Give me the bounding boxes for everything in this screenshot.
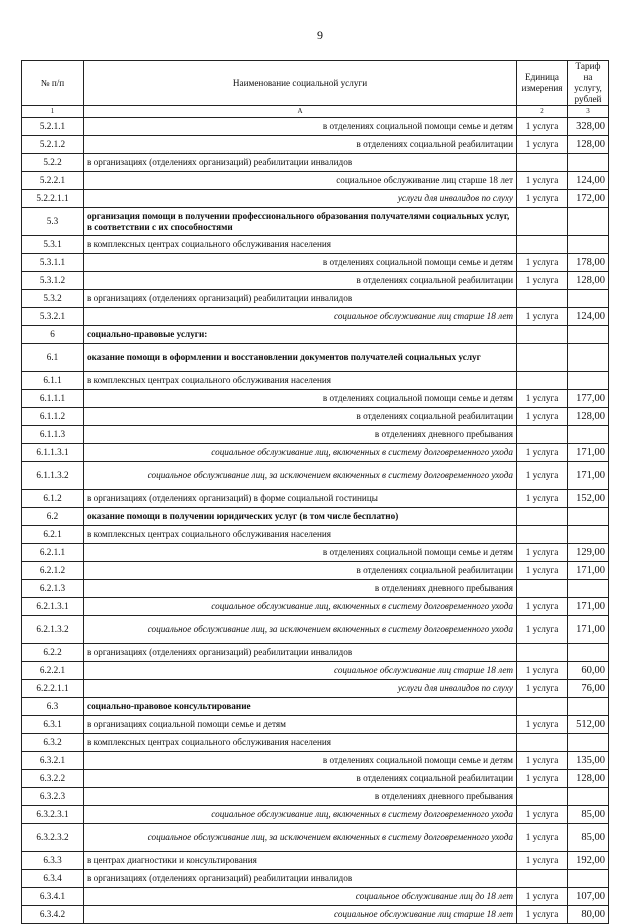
row-service-name: в комплексных центрах социального обслуживания населения bbox=[84, 236, 517, 254]
row-tariff: 171,00 bbox=[568, 562, 609, 580]
row-unit bbox=[517, 870, 568, 888]
row-number: 6.3.4 bbox=[22, 870, 84, 888]
row-service-name: в комплексных центрах социального обслуживания населения bbox=[84, 526, 517, 544]
table-row bbox=[22, 190, 609, 208]
row-tariff: 328,00 bbox=[568, 118, 609, 136]
header-unit: Единица измерения bbox=[517, 61, 568, 106]
row-number: 6.1.1.1 bbox=[22, 390, 84, 408]
row-unit: 1 услуга bbox=[517, 544, 568, 562]
row-number: 6.2.2.1 bbox=[22, 662, 84, 680]
row-service-name: социальное обслуживание лиц, за исключением включенных в систему долговременного ухода bbox=[84, 616, 517, 644]
row-service-name: в отделениях социальной реабилитации bbox=[84, 408, 517, 426]
row-unit bbox=[517, 526, 568, 544]
row-unit: 1 услуга bbox=[517, 408, 568, 426]
row-tariff bbox=[568, 698, 609, 716]
row-number: 5.2.1.2 bbox=[22, 136, 84, 154]
row-number: 6.1.1.3.1 bbox=[22, 444, 84, 462]
row-unit: 1 услуга bbox=[517, 118, 568, 136]
row-tariff: 80,00 bbox=[568, 906, 609, 924]
table-row bbox=[22, 444, 609, 462]
row-service-name: в отделениях социальной реабилитации bbox=[84, 136, 517, 154]
table-row bbox=[22, 598, 609, 616]
table-row bbox=[22, 526, 609, 544]
row-tariff bbox=[568, 236, 609, 254]
row-service-name: в центрах диагностики и консультирования bbox=[84, 852, 517, 870]
row-number: 6.3.4.1 bbox=[22, 888, 84, 906]
row-tariff: 107,00 bbox=[568, 888, 609, 906]
row-number: 6.2.1.1 bbox=[22, 544, 84, 562]
row-unit bbox=[517, 508, 568, 526]
table-row bbox=[22, 806, 609, 824]
header-service-name: Наименование социальной услуги bbox=[84, 61, 517, 106]
row-tariff: 60,00 bbox=[568, 662, 609, 680]
row-unit bbox=[517, 236, 568, 254]
row-service-name: в отделениях социальной помощи семье и детям bbox=[84, 752, 517, 770]
table-row bbox=[22, 644, 609, 662]
row-number: 6.2.1.2 bbox=[22, 562, 84, 580]
row-service-name: услуги для инвалидов по слуху bbox=[84, 190, 517, 208]
row-number: 6.2.1.3.1 bbox=[22, 598, 84, 616]
row-unit: 1 услуга bbox=[517, 824, 568, 852]
tariff-table bbox=[21, 60, 609, 924]
row-number: 5.2.1.1 bbox=[22, 118, 84, 136]
row-number: 6.3.2.3 bbox=[22, 788, 84, 806]
row-unit: 1 услуга bbox=[517, 190, 568, 208]
row-service-name: социальное обслуживание лиц старше 18 лет bbox=[84, 662, 517, 680]
row-service-name: в комплексных центрах социального обслуживания населения bbox=[84, 372, 517, 390]
row-unit bbox=[517, 426, 568, 444]
row-number: 6.1.1.3 bbox=[22, 426, 84, 444]
row-unit: 1 услуга bbox=[517, 616, 568, 644]
row-service-name: в организациях (отделениях организаций) реабилитации инвалидов bbox=[84, 644, 517, 662]
row-tariff: 152,00 bbox=[568, 490, 609, 508]
row-unit bbox=[517, 698, 568, 716]
row-service-name: социальное обслуживание лиц до 18 лет bbox=[84, 888, 517, 906]
row-tariff bbox=[568, 734, 609, 752]
row-number: 6.3.2.2 bbox=[22, 770, 84, 788]
row-service-name: в отделениях социальной реабилитации bbox=[84, 272, 517, 290]
table-row bbox=[22, 390, 609, 408]
row-tariff bbox=[568, 788, 609, 806]
row-service-name: в организациях социальной помощи семье и детям bbox=[84, 716, 517, 734]
row-number: 5.2.2.1 bbox=[22, 172, 84, 190]
row-unit: 1 услуга bbox=[517, 444, 568, 462]
table-row bbox=[22, 408, 609, 426]
row-unit bbox=[517, 644, 568, 662]
row-service-name: в организациях (отделениях организаций) реабилитации инвалидов bbox=[84, 870, 517, 888]
row-unit bbox=[517, 580, 568, 598]
row-unit: 1 услуга bbox=[517, 462, 568, 490]
table-row bbox=[22, 118, 609, 136]
row-service-name: в организациях (отделениях организаций) реабилитации инвалидов bbox=[84, 154, 517, 172]
row-number: 6.2.1.3 bbox=[22, 580, 84, 598]
row-unit: 1 услуга bbox=[517, 390, 568, 408]
table-row bbox=[22, 870, 609, 888]
row-number: 5.3 bbox=[22, 208, 84, 236]
row-unit: 1 услуга bbox=[517, 906, 568, 924]
table-row bbox=[22, 888, 609, 906]
row-service-name: социальное обслуживание лиц, включенных в систему долговременного ухода bbox=[84, 444, 517, 462]
table-row bbox=[22, 616, 609, 644]
table-row bbox=[22, 236, 609, 254]
row-tariff bbox=[568, 290, 609, 308]
table-row bbox=[22, 734, 609, 752]
table-row bbox=[22, 290, 609, 308]
row-tariff: 177,00 bbox=[568, 390, 609, 408]
row-unit: 1 услуга bbox=[517, 136, 568, 154]
column-index: 3 bbox=[568, 106, 609, 118]
row-tariff: 172,00 bbox=[568, 190, 609, 208]
row-tariff: 135,00 bbox=[568, 752, 609, 770]
row-number: 6.3.3 bbox=[22, 852, 84, 870]
row-service-name: социальное обслуживание лиц, за исключением включенных в систему долговременного ухода bbox=[84, 824, 517, 852]
table-row bbox=[22, 344, 609, 372]
table-row bbox=[22, 680, 609, 698]
column-index: А bbox=[84, 106, 517, 118]
page-number: 9 bbox=[317, 28, 323, 42]
table-row bbox=[22, 426, 609, 444]
table-row bbox=[22, 208, 609, 236]
row-number: 5.3.1 bbox=[22, 236, 84, 254]
row-tariff bbox=[568, 580, 609, 598]
row-unit: 1 услуга bbox=[517, 852, 568, 870]
row-unit: 1 услуга bbox=[517, 752, 568, 770]
table-row bbox=[22, 716, 609, 734]
row-tariff: 178,00 bbox=[568, 254, 609, 272]
row-service-name: в отделениях социальной помощи семье и детям bbox=[84, 544, 517, 562]
row-number: 6.2 bbox=[22, 508, 84, 526]
table-row bbox=[22, 372, 609, 390]
column-index-row bbox=[22, 106, 609, 118]
row-number: 6.1.2 bbox=[22, 490, 84, 508]
row-tariff: 171,00 bbox=[568, 616, 609, 644]
row-unit: 1 услуга bbox=[517, 490, 568, 508]
row-unit: 1 услуга bbox=[517, 680, 568, 698]
row-number: 5.2.2.1.1 bbox=[22, 190, 84, 208]
row-tariff bbox=[568, 372, 609, 390]
row-unit bbox=[517, 788, 568, 806]
row-tariff: 128,00 bbox=[568, 408, 609, 426]
header-number: № п/п bbox=[22, 61, 84, 106]
row-service-name: в отделениях социальной помощи семье и детям bbox=[84, 390, 517, 408]
row-service-name: в отделениях социальной помощи семье и детям bbox=[84, 254, 517, 272]
row-service-name: в отделениях дневного пребывания bbox=[84, 788, 517, 806]
table-row bbox=[22, 172, 609, 190]
table-row bbox=[22, 906, 609, 924]
column-index: 2 bbox=[517, 106, 568, 118]
table-row bbox=[22, 788, 609, 806]
row-number: 6.3.4.2 bbox=[22, 906, 84, 924]
header-tariff: Тариф на услугу, рублей bbox=[568, 61, 609, 106]
row-unit: 1 услуга bbox=[517, 888, 568, 906]
row-service-name: услуги для инвалидов по слуху bbox=[84, 680, 517, 698]
row-tariff bbox=[568, 344, 609, 372]
row-service-name: в организациях (отделениях организаций) реабилитации инвалидов bbox=[84, 290, 517, 308]
row-number: 6.3.2.3.2 bbox=[22, 824, 84, 852]
table-body bbox=[22, 118, 609, 924]
row-service-name: в отделениях социальной реабилитации bbox=[84, 770, 517, 788]
row-tariff: 128,00 bbox=[568, 136, 609, 154]
row-number: 5.2.2 bbox=[22, 154, 84, 172]
row-service-name: в отделениях дневного пребывания bbox=[84, 426, 517, 444]
row-service-name: социально-правовые услуги: bbox=[84, 326, 517, 344]
table-row bbox=[22, 544, 609, 562]
row-tariff bbox=[568, 526, 609, 544]
row-number: 6.2.2.1.1 bbox=[22, 680, 84, 698]
row-tariff: 76,00 bbox=[568, 680, 609, 698]
table-row bbox=[22, 154, 609, 172]
table-row bbox=[22, 662, 609, 680]
table-row bbox=[22, 490, 609, 508]
table-row bbox=[22, 508, 609, 526]
row-service-name: в отделениях социальной помощи семье и детям bbox=[84, 118, 517, 136]
table-row bbox=[22, 562, 609, 580]
row-unit bbox=[517, 344, 568, 372]
row-service-name: оказание помощи в оформлении и восстановлении документов получателей социальных услуг bbox=[84, 344, 517, 372]
table-row bbox=[22, 698, 609, 716]
row-service-name: организация помощи в получении профессионального образования получателями социальных услуг, в соответствии с их способностями bbox=[84, 208, 517, 236]
row-number: 5.3.1.2 bbox=[22, 272, 84, 290]
row-tariff: 171,00 bbox=[568, 444, 609, 462]
row-number: 6.3.2 bbox=[22, 734, 84, 752]
table-header-row bbox=[22, 61, 609, 106]
table-row bbox=[22, 824, 609, 852]
row-service-name: в комплексных центрах социального обслуживания населения bbox=[84, 734, 517, 752]
row-tariff: 85,00 bbox=[568, 806, 609, 824]
row-unit: 1 услуга bbox=[517, 598, 568, 616]
table-row bbox=[22, 136, 609, 154]
row-unit: 1 услуга bbox=[517, 308, 568, 326]
table-row bbox=[22, 272, 609, 290]
row-tariff: 171,00 bbox=[568, 462, 609, 490]
row-unit: 1 услуга bbox=[517, 662, 568, 680]
row-number: 6.1 bbox=[22, 344, 84, 372]
row-service-name: социальное обслуживание лиц старше 18 лет bbox=[84, 906, 517, 924]
row-service-name: в отделениях дневного пребывания bbox=[84, 580, 517, 598]
row-service-name: в организациях (отделениях организаций) в форме социальной гостиницы bbox=[84, 490, 517, 508]
row-unit: 1 услуга bbox=[517, 254, 568, 272]
row-unit bbox=[517, 326, 568, 344]
row-number: 6.3.2.3.1 bbox=[22, 806, 84, 824]
table-row bbox=[22, 752, 609, 770]
row-tariff: 85,00 bbox=[568, 824, 609, 852]
row-tariff bbox=[568, 154, 609, 172]
row-number: 6 bbox=[22, 326, 84, 344]
row-unit: 1 услуга bbox=[517, 172, 568, 190]
row-tariff bbox=[568, 208, 609, 236]
table-row bbox=[22, 308, 609, 326]
row-tariff bbox=[568, 508, 609, 526]
table-row bbox=[22, 580, 609, 598]
row-service-name: социальное обслуживание лиц старше 18 лет bbox=[84, 172, 517, 190]
row-number: 6.2.1.3.2 bbox=[22, 616, 84, 644]
row-unit: 1 услуга bbox=[517, 806, 568, 824]
row-tariff bbox=[568, 870, 609, 888]
row-unit: 1 услуга bbox=[517, 562, 568, 580]
table-row bbox=[22, 770, 609, 788]
row-tariff: 171,00 bbox=[568, 598, 609, 616]
row-number: 6.3.2.1 bbox=[22, 752, 84, 770]
row-tariff bbox=[568, 644, 609, 662]
row-number: 6.1.1.3.2 bbox=[22, 462, 84, 490]
row-number: 6.3.1 bbox=[22, 716, 84, 734]
row-unit: 1 услуга bbox=[517, 272, 568, 290]
row-unit bbox=[517, 154, 568, 172]
column-index: 1 bbox=[22, 106, 84, 118]
row-tariff bbox=[568, 426, 609, 444]
row-service-name: в отделениях социальной реабилитации bbox=[84, 562, 517, 580]
row-unit bbox=[517, 208, 568, 236]
row-number: 5.3.1.1 bbox=[22, 254, 84, 272]
row-unit: 1 услуга bbox=[517, 716, 568, 734]
row-number: 5.3.2 bbox=[22, 290, 84, 308]
row-number: 6.1.1 bbox=[22, 372, 84, 390]
row-tariff: 512,00 bbox=[568, 716, 609, 734]
row-tariff bbox=[568, 326, 609, 344]
row-number: 6.1.1.2 bbox=[22, 408, 84, 426]
row-number: 6.3 bbox=[22, 698, 84, 716]
row-service-name: социальное обслуживание лиц, включенных в систему долговременного ухода bbox=[84, 598, 517, 616]
row-service-name: социальное обслуживание лиц старше 18 лет bbox=[84, 308, 517, 326]
row-service-name: оказание помощи в получении юридических услуг (в том числе бесплатно) bbox=[84, 508, 517, 526]
row-tariff: 129,00 bbox=[568, 544, 609, 562]
table-row bbox=[22, 254, 609, 272]
row-service-name: социально-правовое консультирование bbox=[84, 698, 517, 716]
row-number: 6.2.1 bbox=[22, 526, 84, 544]
row-service-name: социальное обслуживание лиц, включенных в систему долговременного ухода bbox=[84, 806, 517, 824]
row-unit bbox=[517, 290, 568, 308]
row-tariff: 124,00 bbox=[568, 308, 609, 326]
row-number: 6.2.2 bbox=[22, 644, 84, 662]
row-unit bbox=[517, 372, 568, 390]
table-row bbox=[22, 462, 609, 490]
row-tariff: 192,00 bbox=[568, 852, 609, 870]
table-row bbox=[22, 326, 609, 344]
row-unit bbox=[517, 734, 568, 752]
row-tariff: 128,00 bbox=[568, 272, 609, 290]
row-service-name: социальное обслуживание лиц, за исключением включенных в систему долговременного ухода bbox=[84, 462, 517, 490]
table-row bbox=[22, 852, 609, 870]
row-number: 5.3.2.1 bbox=[22, 308, 84, 326]
row-unit: 1 услуга bbox=[517, 770, 568, 788]
row-tariff: 128,00 bbox=[568, 770, 609, 788]
row-tariff: 124,00 bbox=[568, 172, 609, 190]
